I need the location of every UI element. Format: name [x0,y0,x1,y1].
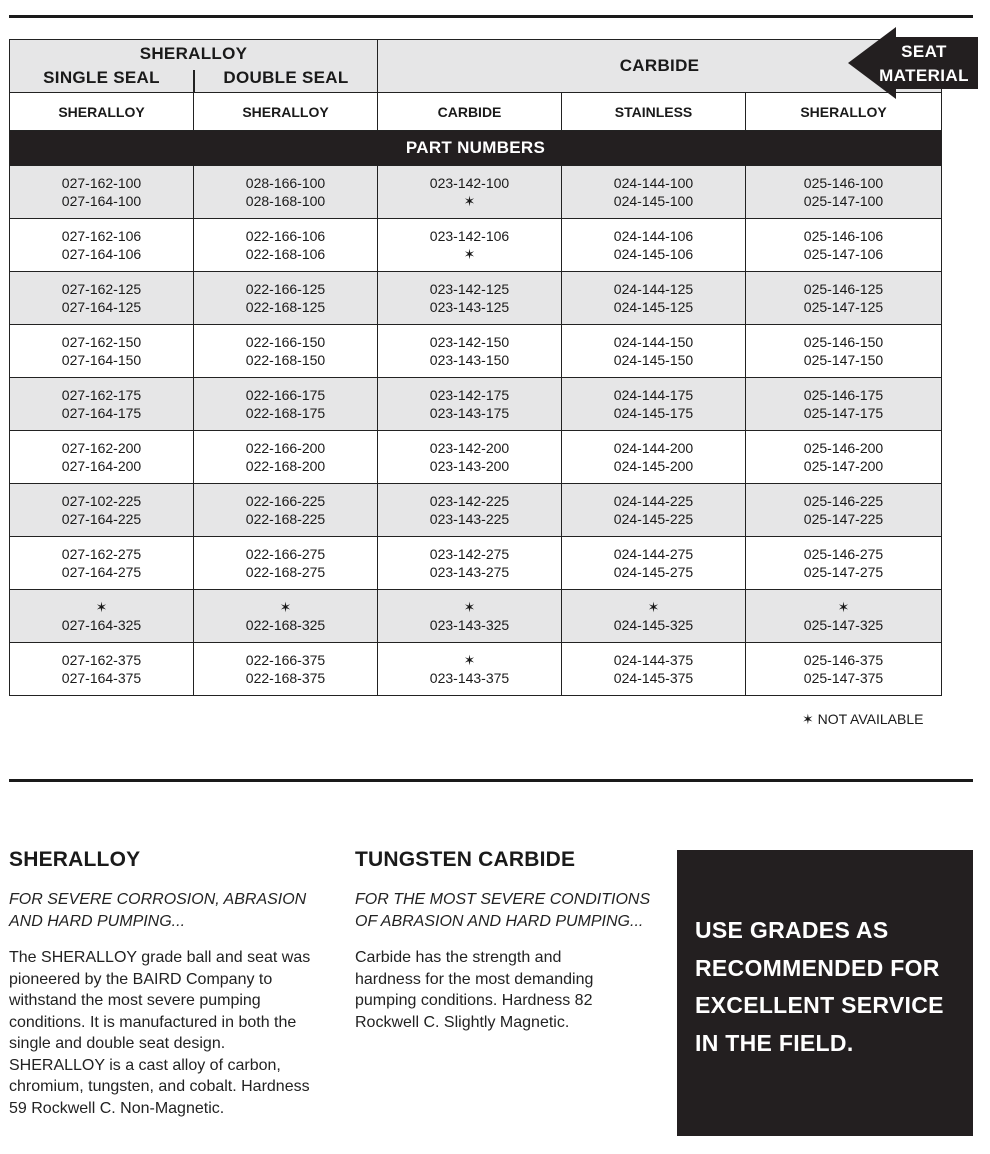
part-number: 025-147-375 [803,670,884,686]
part-number: 025-147-275 [803,564,884,580]
part-number-cell [746,484,942,537]
part-number-cell [746,643,942,696]
column-header: SHERALLOY [746,93,942,131]
part-number-cell [194,378,378,431]
part-number: 024-144-175 [613,387,694,403]
part-number: 022-168-175 [245,405,326,421]
carbide-group-header: CARBIDE [378,40,942,93]
part-number: 027-164-325 [61,617,142,633]
part-number: 027-162-100 [61,175,142,191]
sheralloy-body: The SHERALLOY grade ball and seat was pioneered by the BAIRD Company to withstand the most severe pumping conditions. It is manufactured in both the single and double seat design. SHERALLOY is a cast alloy of carbon, chromium, tungsten, and cobalt. Hardness 59 Rockwell C. Non-Magnetic. [9,949,311,1117]
part-number-cell [378,431,562,484]
part-number: 022-168-106 [245,246,326,262]
part-number: 023-142-225 [429,493,510,509]
part-number: 024-145-125 [613,299,694,315]
part-number: 023-143-325 [429,617,510,633]
part-number: 023-143-225 [429,511,510,527]
part-number: 027-164-106 [61,246,142,262]
part-number-cell [746,378,942,431]
part-number: 027-164-150 [61,352,142,368]
part-number: 025-147-175 [803,405,884,421]
part-number-cell [194,643,378,696]
part-number: 024-144-200 [613,440,694,456]
part-number-cell [194,537,378,590]
part-number: 023-142-150 [429,334,510,350]
sheralloy-lede: FOR SEVERE CORROSION, ABRASION AND HARD PUMPING... [9,891,307,930]
table-row [10,643,942,696]
part-number: ✶ [463,193,476,209]
part-number: 027-162-275 [61,546,142,562]
part-number: 023-142-275 [429,546,510,562]
table-row [10,166,942,219]
section-rule [9,779,973,782]
part-number: 022-168-150 [245,352,326,368]
part-numbers-banner-row [10,131,942,166]
part-number: 027-164-200 [61,458,142,474]
part-number-cell [378,643,562,696]
part-number-cell [378,272,562,325]
part-number: 027-162-150 [61,334,142,350]
part-number: ✶ [463,599,476,615]
part-number: 027-162-125 [61,281,142,297]
part-number: 022-166-106 [245,228,326,244]
material-group-header-row [10,40,942,93]
part-number: 023-142-175 [429,387,510,403]
part-numbers-table [9,39,942,696]
part-number: 025-147-106 [803,246,884,262]
part-number-cell [10,484,194,537]
part-number: 027-162-200 [61,440,142,456]
table-row [10,590,942,643]
table-row [10,537,942,590]
table-row [10,484,942,537]
part-number: 024-145-175 [613,405,694,421]
part-number: 027-162-175 [61,387,142,403]
seat-material-line1: SEAT [901,42,947,61]
part-number: 023-143-375 [429,670,510,686]
part-number: 025-147-200 [803,458,884,474]
part-number: 024-145-150 [613,352,694,368]
part-number-cell [746,325,942,378]
part-number-cell [378,484,562,537]
part-number-cell [562,484,746,537]
part-number: 022-168-275 [245,564,326,580]
part-number: 024-144-375 [613,652,694,668]
part-number: 024-144-225 [613,493,694,509]
part-number-cell [378,590,562,643]
recommendation-callout [677,850,973,1136]
part-number-cell [10,219,194,272]
part-number: 022-166-200 [245,440,326,456]
part-number: 025-146-200 [803,440,884,456]
part-number: 024-145-200 [613,458,694,474]
part-number-cell [562,166,746,219]
part-number: 024-145-100 [613,193,694,209]
part-number: ✶ [463,652,476,668]
column-header: SHERALLOY [194,93,378,131]
part-number-cell [746,272,942,325]
part-number: 025-147-100 [803,193,884,209]
table-row [10,431,942,484]
not-available-note: ✶ NOT AVAILABLE [802,711,924,727]
part-number-cell [194,272,378,325]
part-number: 022-166-225 [245,493,326,509]
part-number: 027-162-106 [61,228,142,244]
tungsten-carbide-body: Carbide has the strength and hardness for the most demanding pumping conditions. Hardness 82 Rockwell C. Slightly Magnetic. [355,949,594,1031]
part-number: 027-164-125 [61,299,142,315]
part-number: 025-146-125 [803,281,884,297]
part-number: 022-168-225 [245,511,326,527]
part-number: 023-143-275 [429,564,510,580]
part-number-cell [562,590,746,643]
part-number: 025-146-225 [803,493,884,509]
part-number: 023-142-106 [429,228,510,244]
double-seal-label: DOUBLE SEAL [223,68,349,87]
part-number: 022-168-325 [245,617,326,633]
recommendation-text: USE GRADES AS RECOMMENDED FOR EXCELLENT SERVICE IN THE FIELD. [695,917,944,1056]
table-row [10,272,942,325]
part-number: 027-162-375 [61,652,142,668]
part-number: 027-164-100 [61,193,142,209]
part-numbers-body [10,166,942,696]
part-number: 023-143-150 [429,352,510,368]
column-header: STAINLESS [562,93,746,131]
part-number-cell [194,590,378,643]
part-number-cell [194,166,378,219]
part-number: 022-166-175 [245,387,326,403]
part-number-cell [10,272,194,325]
part-number: 023-143-175 [429,405,510,421]
table-row [10,325,942,378]
part-number: 027-164-175 [61,405,142,421]
part-number: ✶ [837,599,850,615]
part-numbers-banner: PART NUMBERS [10,131,942,166]
part-number-cell [378,325,562,378]
part-number: ✶ [647,599,660,615]
seat-material-row [10,93,942,131]
part-number-cell [562,537,746,590]
part-number: 027-164-375 [61,670,142,686]
part-number-cell [562,378,746,431]
part-number: 022-168-125 [245,299,326,315]
part-number: 027-164-275 [61,564,142,580]
part-number-cell [194,325,378,378]
part-number-cell [746,431,942,484]
part-number-cell [562,643,746,696]
part-number-cell [746,590,942,643]
column-header: CARBIDE [378,93,562,131]
tungsten-carbide-lede: FOR THE MOST SEVERE CONDITIONS OF ABRASION AND HARD PUMPING... [355,891,651,930]
column-header: SHERALLOY [10,93,194,131]
part-number-cell [562,431,746,484]
part-number: 022-166-125 [245,281,326,297]
part-number: ✶ [463,246,476,262]
part-number-cell [746,537,942,590]
part-number: 024-145-225 [613,511,694,527]
part-number-cell [10,590,194,643]
part-number: 024-145-275 [613,564,694,580]
part-number: 027-164-225 [61,511,142,527]
part-number: 025-146-106 [803,228,884,244]
part-number: 022-168-375 [245,670,326,686]
seat-material-label [872,40,976,88]
top-rule [9,15,973,18]
part-number-cell [194,219,378,272]
part-number: 025-146-150 [803,334,884,350]
part-number-cell [10,643,194,696]
part-number: ✶ [95,599,108,615]
part-number: 023-142-125 [429,281,510,297]
sheralloy-group-label: SHERALLOY [139,44,248,63]
part-number: 025-146-100 [803,175,884,191]
part-number: 024-144-125 [613,281,694,297]
part-number-cell [378,378,562,431]
part-number-cell [746,219,942,272]
part-number-cell [10,431,194,484]
part-number: 025-147-225 [803,511,884,527]
part-number: 025-146-275 [803,546,884,562]
part-number: 023-142-100 [429,175,510,191]
part-number: 022-166-150 [245,334,326,350]
part-number: 024-145-325 [613,617,694,633]
part-number: 024-144-100 [613,175,694,191]
part-number-cell [10,378,194,431]
part-number: 025-146-175 [803,387,884,403]
part-number-cell [10,537,194,590]
part-number: 025-147-125 [803,299,884,315]
part-number-cell [194,431,378,484]
part-number: 022-168-200 [245,458,326,474]
part-number: 027-102-225 [61,493,142,509]
part-number: 025-146-375 [803,652,884,668]
part-number-cell [10,325,194,378]
part-number: 023-143-200 [429,458,510,474]
part-number-cell [378,537,562,590]
part-number: 028-166-100 [245,175,326,191]
sheralloy-title: SHERALLOY [9,848,141,871]
part-number-cell [562,272,746,325]
tungsten-carbide-title: TUNGSTEN CARBIDE [355,848,576,871]
part-number-cell [746,166,942,219]
part-number: 024-145-106 [613,246,694,262]
part-number: 024-144-106 [613,228,694,244]
part-number: 024-144-275 [613,546,694,562]
seat-material-line2: MATERIAL [879,66,969,85]
part-number-cell [194,484,378,537]
table-row [10,219,942,272]
part-number: 025-147-150 [803,352,884,368]
part-number: ✶ [279,599,292,615]
part-number-cell [10,166,194,219]
sheralloy-group-header [10,40,378,93]
part-number-cell [562,325,746,378]
part-number: 024-145-375 [613,670,694,686]
part-number: 022-166-375 [245,652,326,668]
part-number: 022-166-275 [245,546,326,562]
table-row [10,378,942,431]
part-number: 024-144-150 [613,334,694,350]
part-number-cell [378,219,562,272]
part-number-cell [562,219,746,272]
part-number: 025-147-325 [803,617,884,633]
part-number: 023-142-200 [429,440,510,456]
single-seal-label: SINGLE SEAL [43,68,160,87]
part-number: 028-168-100 [245,193,326,209]
part-number-cell [378,166,562,219]
part-number: 023-143-125 [429,299,510,315]
